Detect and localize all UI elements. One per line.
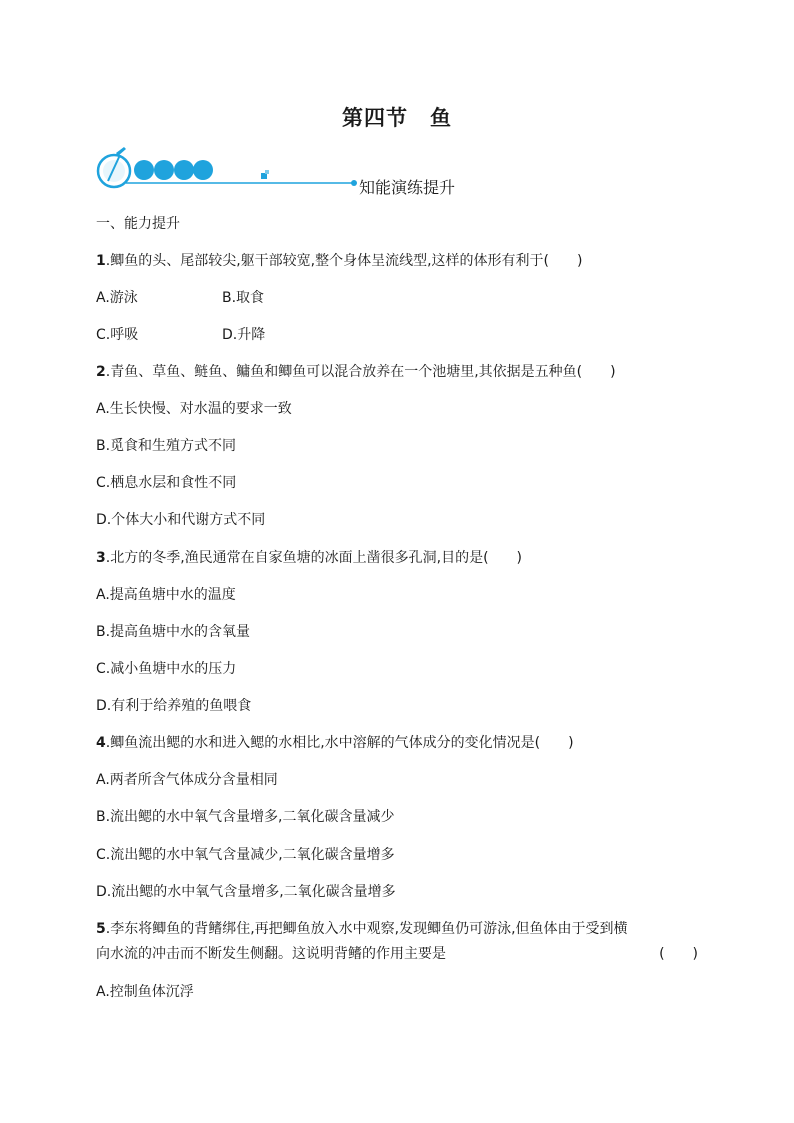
question-4	[96, 733, 574, 753]
option-d: D.升降	[222, 327, 266, 343]
option-d: D.个体大小和代谢方式不同	[96, 512, 266, 528]
question-5	[96, 919, 628, 939]
page-title: 第四节 鱼	[342, 106, 452, 130]
answer-paren: ( )	[659, 946, 698, 962]
question-5-continued	[96, 944, 698, 964]
question-number: 2	[96, 364, 106, 380]
banner-dot-3	[174, 160, 194, 180]
question-text: .鲫鱼流出鳃的水和进入鳃的水相比,水中溶解的气体成分的变化情况是( )	[105, 735, 574, 751]
option-c: C.流出鳃的水中氧气含量减少,二氧化碳含量增多	[96, 847, 395, 863]
option-a: A.提高鱼塘中水的温度	[96, 587, 236, 603]
option-b: B.觅食和生殖方式不同	[96, 438, 237, 454]
question-text: .北方的冬季,渔民通常在自家鱼塘的冰面上凿很多孔洞,目的是( )	[105, 550, 523, 566]
section-heading: 一、能力提升	[96, 216, 180, 232]
pen-icon	[116, 147, 126, 156]
option-row	[96, 288, 265, 308]
option-b: B.流出鳃的水中氧气含量增多,二氧化碳含量减少	[96, 809, 395, 825]
option-a: A.生长快慢、对水温的要求一致	[96, 401, 292, 417]
question-text-line2: 向水流的冲击而不断发生侧翻。这说明背鳍的作用主要是	[96, 946, 446, 962]
banner-dot-1	[134, 160, 154, 180]
question-number: 5	[96, 921, 106, 937]
question-3	[96, 548, 522, 568]
question-number: 1	[96, 253, 106, 269]
option-a: A.游泳	[96, 290, 138, 306]
banner-title: 知能演练提升	[359, 178, 456, 197]
option-a: A.两者所含气体成分含量相同	[96, 772, 278, 788]
option-d: D.流出鳃的水中氧气含量增多,二氧化碳含量增多	[96, 884, 396, 900]
option-b: B.提高鱼塘中水的含氧量	[96, 624, 251, 640]
option-c: C.栖息水层和食性不同	[96, 475, 237, 491]
banner-dot-4	[193, 160, 213, 180]
question-2	[96, 362, 616, 382]
question-1	[96, 251, 582, 271]
question-text: .青鱼、草鱼、鲢鱼、鳙鱼和鲫鱼可以混合放养在一个池塘里,其依据是五种鱼( )	[105, 364, 616, 380]
option-row	[96, 325, 266, 345]
option-c: C.减小鱼塘中水的压力	[96, 661, 237, 677]
question-text: .李东将鲫鱼的背鳍绑住,再把鲫鱼放入水中观察,发现鲫鱼仍可游泳,但鱼体由于受到横	[105, 921, 628, 937]
banner-dot-2	[154, 160, 174, 180]
question-number: 4	[96, 735, 106, 751]
question-text: .鲫鱼的头、尾部较尖,躯干部较宽,整个身体呈流线型,这样的体形有利于( )	[105, 253, 583, 269]
question-number: 3	[96, 550, 106, 566]
option-d: D.有利于给养殖的鱼喂食	[96, 698, 252, 714]
option-b: B.取食	[222, 290, 265, 306]
option-c: C.呼吸	[96, 327, 139, 343]
option-a: A.控制鱼体沉浮	[96, 984, 194, 1000]
